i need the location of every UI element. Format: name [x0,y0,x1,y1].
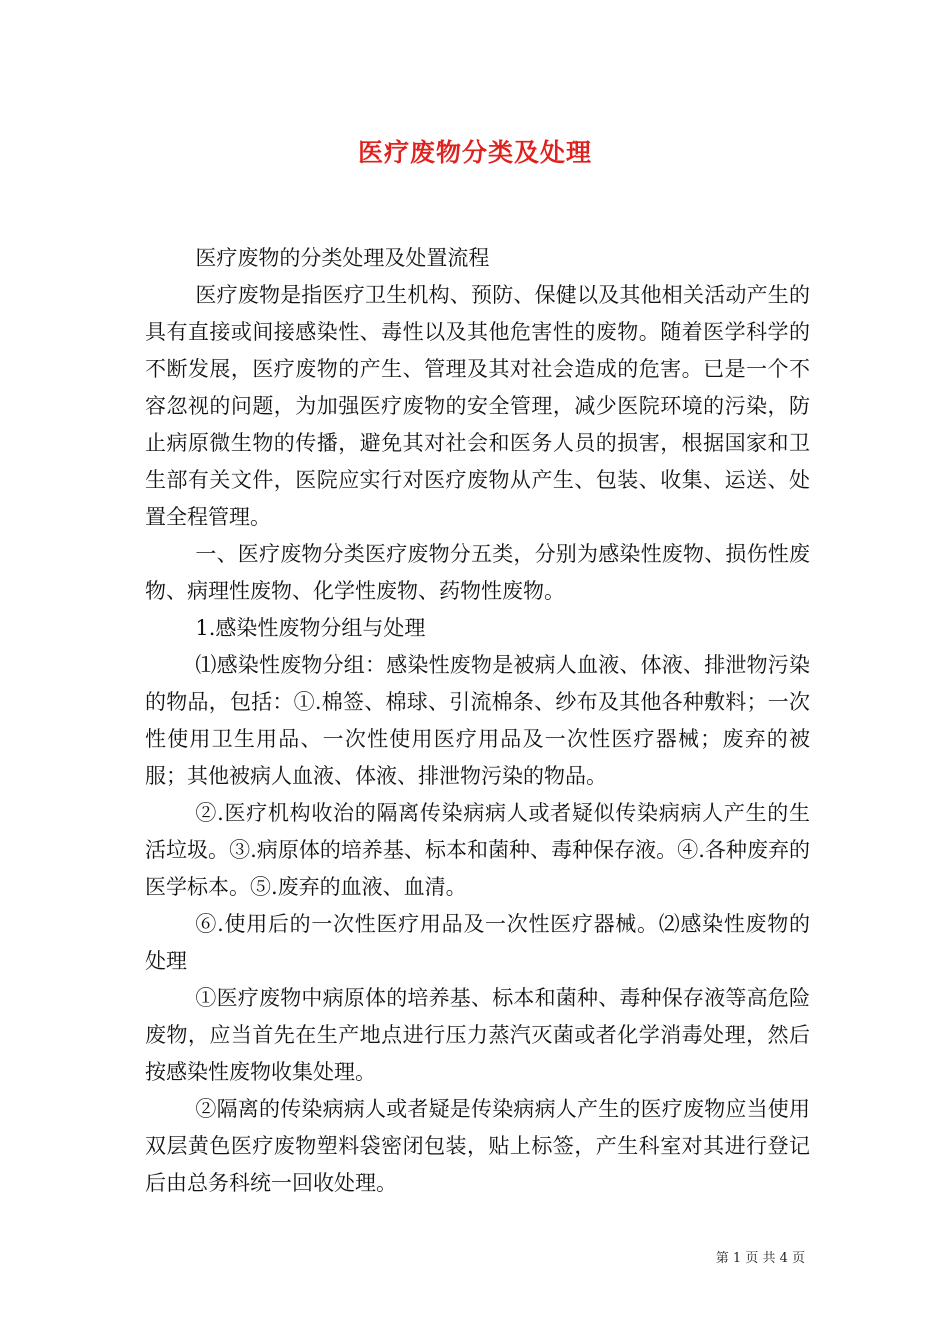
paragraph: ①医疗废物中病原体的培养基、标本和菌种、毒种保存液等高危险废物，应当首先在生产地点进行压力蒸汽灭菌或者化学消毒处理，然后按感染性废物收集处理。 [145,986,810,1084]
document-title: 医疗废物分类及处理 [357,138,592,167]
section-heading: 医疗废物的分类处理及处置流程 [195,246,490,270]
paragraph: ⑴感染性废物分组：感染性废物是被病人血液、体液、排泄物污染的物品，包括：①.棉签、棉球、引流棉条、纱布及其他各种敷料；一次性使用卫生用品、一次性使用医疗用品及一次性医疗器械；废弃的被服；其他被病人血液、体液、排泄物污染的物品。 [145,653,810,788]
paragraph: ②隔离的传染病病人或者疑是传染病病人产生的医疗废物应当使用双层黄色医疗废物塑料袋密闭包装，贴上标签，产生科室对其进行登记后由总务科统一回收处理。 [145,1097,810,1195]
page-number: 第 1 页 共 4 页 [715,1251,805,1266]
paragraph: ⑥.使用后的一次性医疗用品及一次性医疗器械。⑵感染性废物的处理 [145,912,810,973]
subsection-heading: 1.感染性废物分组与处理 [195,616,426,640]
paragraph: ②.医疗机构收治的隔离传染病病人或者疑似传染病病人产生的生活垃圾。③.病原体的培养基、标本和菌种、毒种保存液。④.各种废弃的医学标本。⑤.废弃的血液、血清。 [145,801,810,899]
document-body [145,240,810,1202]
paragraph: 一、医疗废物分类医疗废物分五类，分别为感染性废物、损伤性废物、病理性废物、化学性废物、药物性废物。 [145,542,810,603]
paragraph: 医疗废物是指医疗卫生机构、预防、保健以及其他相关活动产生的具有直接或间接感染性、毒性以及其他危害性的废物。随着医学科学的不断发展，医疗废物的产生、管理及其对社会造成的危害。已是一个不容忽视的问题，为加强医疗废物的安全管理，减少医院环境的污染，防止病原微生物的传播，避免其对社会和医务人员的损害，根据国家和卫生部有关文件，医院应实行对医疗废物从产生、包装、收集、运送、处置全程管理。 [145,283,810,529]
